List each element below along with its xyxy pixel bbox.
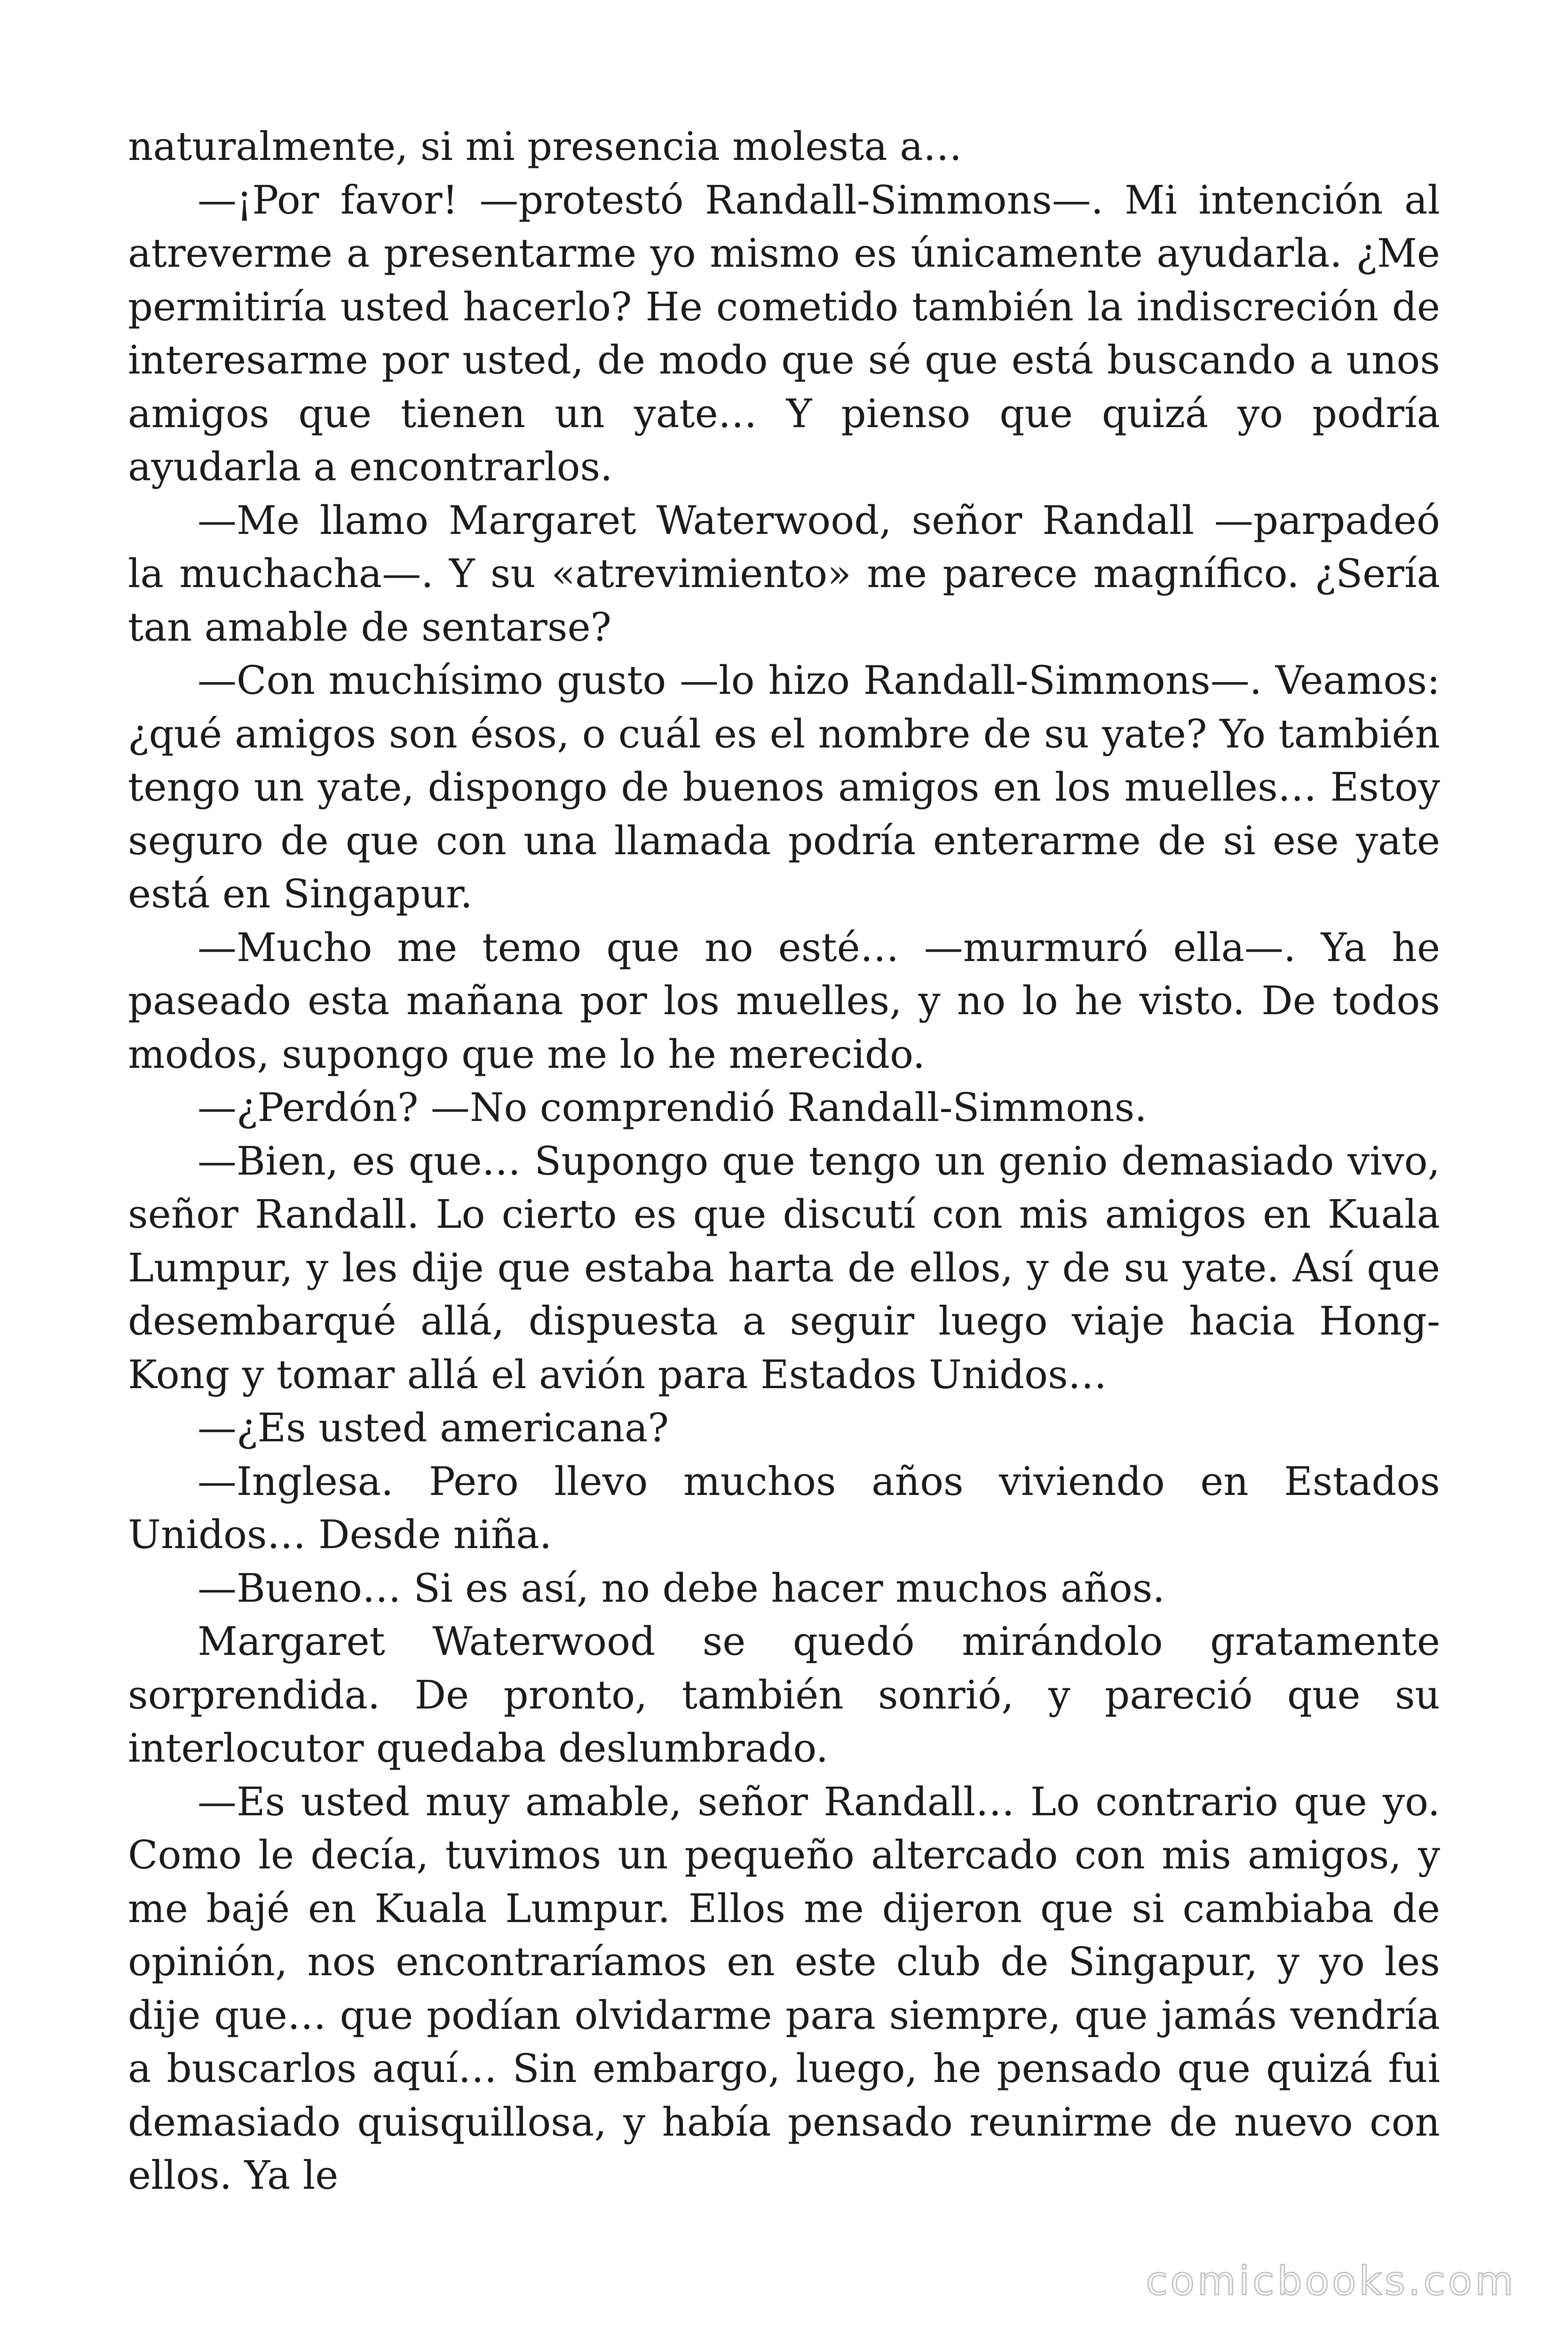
paragraph: —¡Por favor! —protestó Randall-Simmons—. Mi intención al atreverme a presentarme yo mismo es únicamente ayudarla. ¿Me permitiría usted hacerlo? He cometido también la indiscreción de interesarme por usted, de modo que sé que está buscando a unos amigos que tienen un yate… Y pienso que quizá yo podría ayudarla a encontrarlos. xyxy=(128,177,1440,490)
paragraph: —Con muchísimo gusto —lo hizo Randall-Simmons—. Veamos: ¿qué amigos son ésos, o cuál es el nombre de su yate? Yo también tengo un yate, dispongo de buenos amigos en los muelles… Estoy seguro de que con una llamada podría enterarme de si ese yate está en Singapur. xyxy=(128,658,1440,917)
paragraph: —Mucho me temo que no esté… —murmuró ella—. Ya he paseado esta mañana por los muelles, y no lo he visto. De todos modos, supongo que me lo he merecido. xyxy=(128,924,1440,1077)
paragraph: —Inglesa. Pero llevo muchos años viviendo en Estados Unidos… Desde niña. xyxy=(128,1458,1440,1557)
paragraph: —Me llamo Margaret Waterwood, señor Randall —parpadeó la muchacha—. Y su «atrevimiento» me parece magnífico. ¿Sería tan amable de sentarse? xyxy=(128,497,1440,650)
paragraph-last: —Es usted muy amable, señor Randall… Lo contrario que yo. Como le decía, tuvimos un pequeño altercado con mis amigos, y me bajé en Kuala Lumpur. Ellos me dijeron que si cambiaba de opinión, nos encontraríamos en este club de Singapur, y yo les dije que… que podían olvidarme para siempre, que jamás vendría a buscarlos aquí… Sin embargo, luego, he pensado que quizá fui demasiado quisquillosa, y había pensado reunirme de nuevo con ellos. Ya le xyxy=(128,1779,1440,2198)
paragraph: —¿Perdón? —No comprendió Randall-Simmons. xyxy=(198,1085,1147,1130)
paragraph-continuation: naturalmente, si mi presencia molesta a… xyxy=(128,124,962,169)
paragraph: —Bien, es que… Supongo que tengo un genio demasiado vivo, señor Randall. Lo cierto es que discutí con mis amigos en Kuala Lumpur, y les dije que estaba harta de ellos, y de su yate. Así que desembarqué allá, dispuesta a seguir luego viaje hacia Hong-Kong y tomar allá el avión para Estados Unidos… xyxy=(128,1138,1440,1398)
paragraph: —¿Es usted americana? xyxy=(198,1405,669,1451)
watermark: comicbooks.com xyxy=(1146,2258,1516,2304)
paragraph: Margaret Waterwood se quedó mirándolo gratamente sorprendida. De pronto, también sonrió, y pareció que su interlocutor quedaba deslumbrado. xyxy=(128,1619,1440,1771)
paragraph: —Bueno… Si es así, no debe hacer muchos años. xyxy=(198,1565,1165,1611)
body-text xyxy=(128,120,1440,2202)
